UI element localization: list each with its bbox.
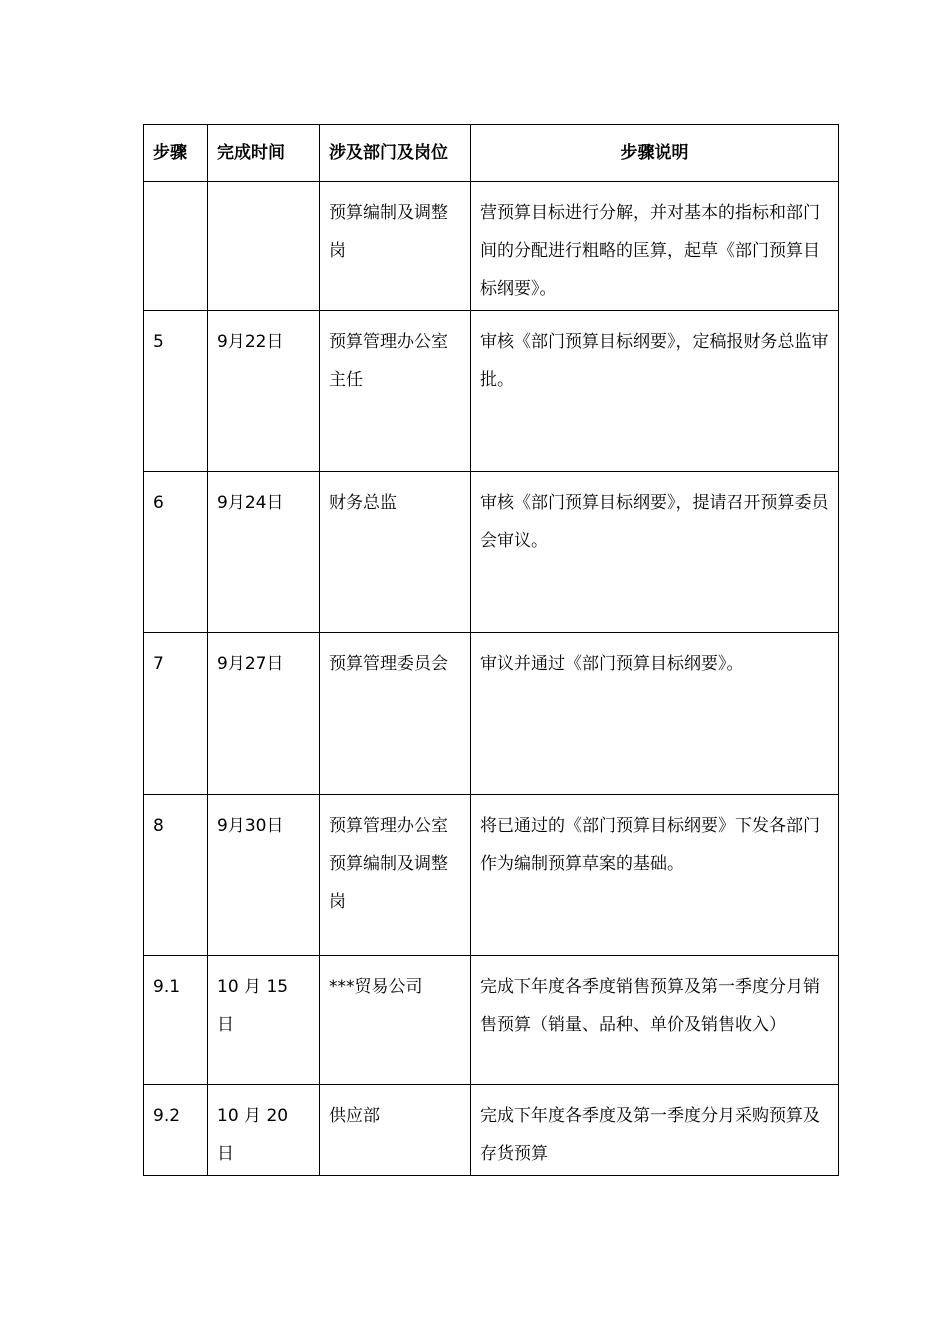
cell-dept: 供应部 xyxy=(320,1085,471,1176)
header-step: 步骤 xyxy=(144,125,208,182)
cell-step: 8 xyxy=(144,795,208,956)
table-row xyxy=(144,956,839,1085)
table-row xyxy=(144,472,839,633)
cell-desc: 营预算目标进行分解，并对基本的指标和部门间的分配进行粗略的匡算，起草《部门预算目标纲要》。 xyxy=(471,182,839,311)
cell-step: 9.1 xyxy=(144,956,208,1085)
cell-time: 9月27日 xyxy=(208,633,320,795)
cell-time: 9月24日 xyxy=(208,472,320,633)
cell-step: 5 xyxy=(144,311,208,472)
cell-dept: 预算管理办公室主任 xyxy=(320,311,471,472)
cell-desc: 完成下年度各季度及第一季度分月采购预算及存货预算 xyxy=(471,1085,839,1176)
cell-step: 7 xyxy=(144,633,208,795)
table-row xyxy=(144,633,839,795)
table-row xyxy=(144,182,839,311)
table-row xyxy=(144,795,839,956)
cell-time xyxy=(208,182,320,311)
cell-dept: 财务总监 xyxy=(320,472,471,633)
cell-desc: 完成下年度各季度销售预算及第一季度分月销售预算（销量、品种、单价及销售收入） xyxy=(471,956,839,1085)
header-desc: 步骤说明 xyxy=(471,125,839,182)
cell-time: 10 月 20 日 xyxy=(208,1085,320,1176)
cell-dept: 预算编制及调整岗 xyxy=(320,182,471,311)
cell-dept: ***贸易公司 xyxy=(320,956,471,1085)
table-header-row xyxy=(144,125,839,182)
budget-steps-table xyxy=(143,124,839,1176)
cell-dept: 预算管理委员会 xyxy=(320,633,471,795)
cell-desc: 审核《部门预算目标纲要》，提请召开预算委员会审议。 xyxy=(471,472,839,633)
cell-desc: 审核《部门预算目标纲要》，定稿报财务总监审批。 xyxy=(471,311,839,472)
cell-desc: 将已通过的《部门预算目标纲要》下发各部门作为编制预算草案的基础。 xyxy=(471,795,839,956)
cell-dept: 预算管理办公室预算编制及调整岗 xyxy=(320,795,471,956)
header-dept: 涉及部门及岗位 xyxy=(320,125,471,182)
header-time: 完成时间 xyxy=(208,125,320,182)
table-row xyxy=(144,311,839,472)
cell-time: 9月22日 xyxy=(208,311,320,472)
cell-time: 9月30日 xyxy=(208,795,320,956)
table-row xyxy=(144,1085,839,1176)
cell-time: 10 月 15 日 xyxy=(208,956,320,1085)
cell-desc: 审议并通过《部门预算目标纲要》。 xyxy=(471,633,839,795)
cell-step xyxy=(144,182,208,311)
cell-step: 9.2 xyxy=(144,1085,208,1176)
cell-step: 6 xyxy=(144,472,208,633)
